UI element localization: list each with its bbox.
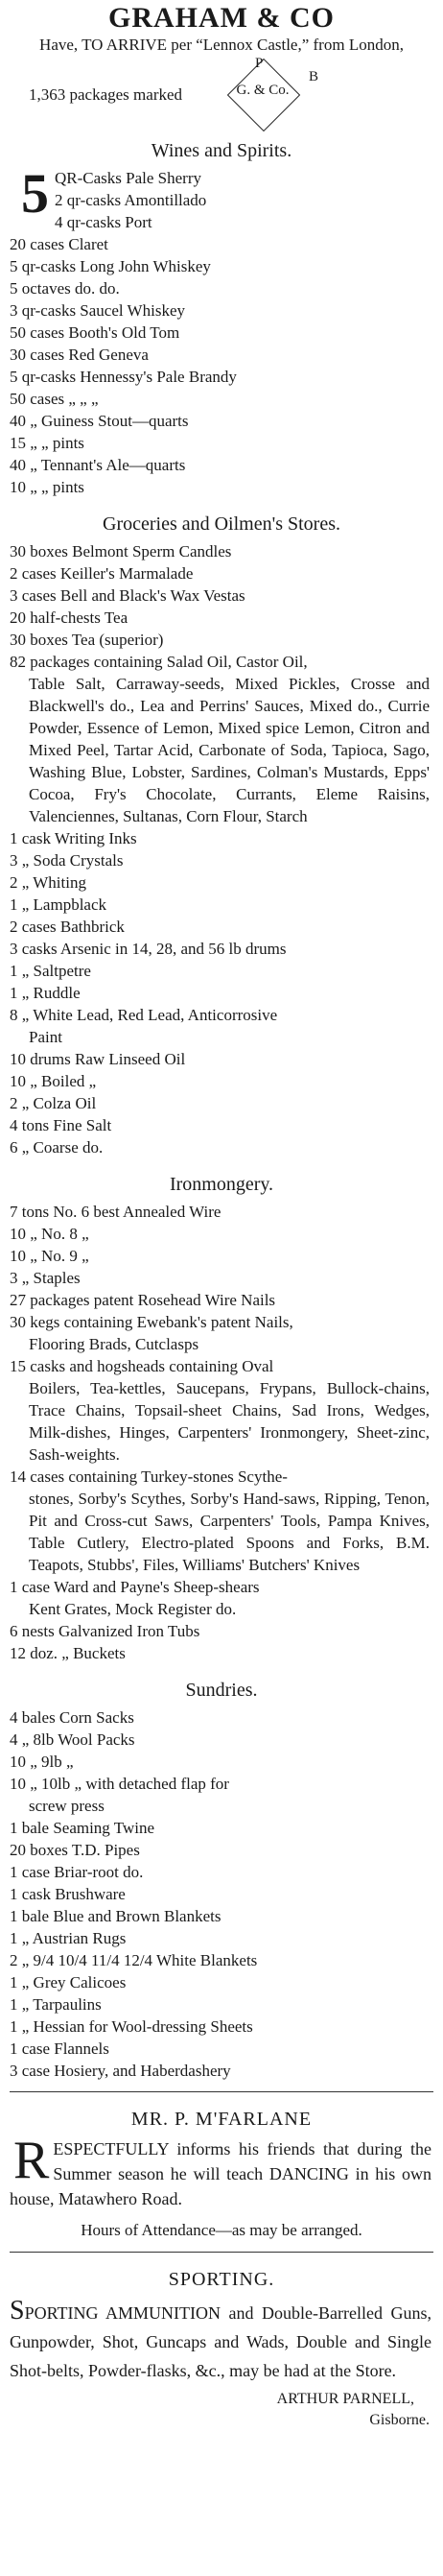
list-item: 4 tons Fine Salt [10,1116,112,1134]
list-item: 10 „ 9lb „ [10,1753,74,1771]
list-item: 1 bale Seaming Twine [10,1819,154,1837]
list-item: 10 „ Boiled „ [10,1072,97,1090]
list-item: 1 „ Hessian for Wool-dressing Sheets [10,2017,253,2036]
list-item: 20 half-chests Tea [10,608,128,627]
list-item: 3 qr-casks Saucel Whiskey [10,301,185,320]
list-item: 1 cask Brushware [10,1885,126,1903]
list-item: 3 casks Arsenic in 14, 28, and 56 lb drums [10,940,287,958]
ad-title: GRAHAM & CO [108,2,335,34]
paragraph-continuation: stones, Sorby's Scythes, Sorby's Hand-saws, Ripping, Tenon, Pit and Cross-cut Saws, Carpenters' Tools, Pampa Knives, Table Cutlery, Electro-plated Spoons and Forks, B.M. Teapots, Stubbs', Files, Williams' Butchers' Knives [29,1490,430,1574]
list-item: 12 doz. „ Buckets [10,1644,126,1662]
groceries-title: Groceries and Oilmen's Stores. [103,513,340,535]
list-item: 6 „ Coarse do. [10,1138,104,1157]
list-item: 4 qr-casks Port [55,213,152,231]
list-item: 30 cases Red Geneva [10,346,149,364]
section-divider [10,2252,433,2253]
list-item: 3 „ Soda Crystals [10,851,124,870]
mcfarlane-body [0,2131,443,2211]
list-item: 50 cases „ „ „ [10,390,99,408]
list-item: 20 cases Claret [10,235,108,253]
graham-ad [0,2,443,2082]
list-item: 3 „ Staples [10,1269,81,1287]
sporting-ad [0,2266,443,2431]
list-item: 1 „ Saltpetre [10,962,91,980]
list-item: 2 qr-casks Amontillado [55,191,207,209]
list-item: 27 packages patent Rosehead Wire Nails [10,1291,276,1309]
sundries-list [0,1706,443,2082]
list-item: 1 case Briar-root do. [10,1863,144,1881]
list-item: 1 case Flannels [10,2039,109,2058]
sporting-initial: S [10,2296,25,2326]
package-count: 1,363 packages marked [29,85,183,104]
list-item: 6 nests Galvanized Iron Tubs [10,1622,200,1640]
list-item: 5 qr-casks Hennessy's Pale Brandy [10,368,237,386]
list-item: 40 „ Guiness Stout—quarts [10,412,189,430]
list-item: 30 boxes Belmont Sperm Candles [10,542,232,561]
list-item: 15 „ „ pints [10,434,84,452]
wines-title: Wines and Spirits. [151,140,292,161]
paragraph-first-line: 30 kegs containing Ewebank's patent Nails, [10,1313,293,1331]
list-item: 1 „ Tarpaulins [10,1995,102,2014]
list-item: 1 „ Austrian Rugs [10,1929,127,1947]
paragraph-continuation: Kent Grates, Mock Register do. [29,1600,237,1618]
paragraph-first-line: 1 case Ward and Payne's Sheep-shears [10,1578,260,1596]
list-item-paragraph [0,1773,443,1817]
list-item-paragraph [0,1311,443,1355]
paragraph-first-line: 10 „ 10lb „ with detached flap for [10,1775,229,1793]
list-item-paragraph [0,1355,443,1466]
wines-first-item: QR-Casks Pale Sherry [55,169,201,187]
list-item: 7 tons No. 6 best Annealed Wire [10,1203,222,1221]
list-item: 3 case Hosiery, and Haberdashery [10,2062,231,2080]
shipping-mark [213,56,320,129]
ironmongery-list [0,1201,443,1664]
list-item: 1 cask Writing Inks [10,829,137,847]
list-item: 10 „ No. 9 „ [10,1247,89,1265]
section-divider [10,2091,433,2092]
package-mark-line [29,56,443,129]
paragraph-first-line: 82 packages containing Salad Oil, Castor Oil, [10,653,308,671]
list-item: 40 „ Tennant's Ale—quarts [10,456,186,474]
list-item-paragraph [0,1576,443,1620]
paragraph-first-line: 15 casks and hogsheads containing Oval [10,1357,274,1375]
mcfarlane-dropcap: R [13,2131,50,2190]
list-item: 1 „ Lampblack [10,895,107,914]
mark-letter-left: P [255,56,264,71]
ironmongery-title: Ironmongery. [169,1174,274,1195]
signature-place: Gisborne. [369,2412,430,2428]
list-item: 4 bales Corn Sacks [10,1708,134,1727]
ad-intro: Have, TO ARRIVE per “Lennox Castle,” from London, [39,36,404,54]
list-item-paragraph [0,651,443,827]
sporting-title: SPORTING. [168,2269,275,2290]
paragraph-continuation: Boilers, Tea-kettles, Saucepans, Frypans, Bullock-chains, Trace Chains, Topsail-sheet Chains, Sad Irons, Wedges, Milk-dishes, Hinges, Carpenters' Ironmongery, Sheet-zinc, Sash-weights. [29,1379,430,1464]
list-item: 4 „ 8lb Wool Packs [10,1730,135,1749]
signature: ARTHUR PARNELL, [276,2391,414,2407]
list-item: 20 boxes T.D. Pipes [10,1841,140,1859]
list-item: 5 octaves do. do. [10,279,120,298]
list-item: 30 boxes Tea (superior) [10,631,164,649]
wines-list [0,162,443,498]
list-item: 50 cases Booth's Old Tom [10,323,180,342]
list-item: 2 cases Bathbrick [10,918,125,936]
list-item: 10 „ „ pints [10,478,84,496]
newspaper-column [0,2,443,2576]
list-item: 10 „ No. 8 „ [10,1225,89,1243]
mark-letter-right: B [309,69,319,84]
sporting-text: PORTING AMMUNITION and Double-Barrelled Guns, Gunpowder, Shot, Guncaps and Wads, Double and Single Shot-belts, Powder-flasks, &c., may be had at the Store. [10,2303,431,2380]
paragraph-continuation: Paint [29,1028,62,1046]
mcfarlane-title: MR. P. M'FARLANE [130,2109,313,2130]
list-item: 2 „ Colza Oil [10,1094,97,1112]
list-item-paragraph [0,1004,443,1048]
list-item: 10 drums Raw Linseed Oil [10,1050,186,1068]
paragraph-continuation: Flooring Brads, Cutclasps [29,1335,199,1353]
list-item: 1 „ Grey Calicoes [10,1973,127,1992]
paragraph-continuation: Table Salt, Carraway-seeds, Mixed Pickles, Crosse and Blackwell's do., Lea and Perrins' Sauces, Mixed do., Currie Powder, Essence of Lemon, Mixed spice Lemon, Citron and Mixed Peel, Tartar Acid, Carbonate of Soda, Tapioca, Sago, Washing Blue, Lobster, Sardines, Colman's Mustards, Epps' Cocoa, Fry's Chocolate, Currants, Eleme Raisins, Valenciennes, Sultanas, Corn Flour, Starch [29,675,430,825]
paragraph-first-line: 14 cases containing Turkey-stones Scythe- [10,1467,288,1486]
list-item: 1 „ Ruddle [10,984,81,1002]
list-item: 1 bale Blue and Brown Blankets [10,1907,222,1925]
list-item: 2 cases Keiller's Marmalade [10,564,194,583]
list-item: 2 „ 9/4 10/4 11/4 12/4 White Blankets [10,1951,258,1969]
mcfarlane-ad [0,2106,443,2242]
list-item: 3 cases Bell and Black's Wax Vestas [10,586,245,605]
paragraph-first-line: 8 „ White Lead, Red Lead, Anticorrosive [10,1006,278,1024]
wines-dropcap: 5 [21,162,49,225]
mcfarlane-hours: Hours of Attendance—as may be arranged. [81,2221,362,2239]
sporting-body [0,2296,443,2385]
list-item-paragraph [0,1466,443,1576]
mark-center: G. & Co. [236,83,290,98]
list-item: 5 qr-casks Long John Whiskey [10,257,211,275]
sundries-title: Sundries. [185,1680,258,1701]
list-item: 2 „ Whiting [10,873,86,892]
groceries-list [0,540,443,1158]
mcfarlane-text: ESPECTFULLY informs his friends that during the Summer season he will teach DANCING in his own house, Matawhero Road. [10,2139,431,2208]
paragraph-continuation: screw press [29,1797,105,1815]
